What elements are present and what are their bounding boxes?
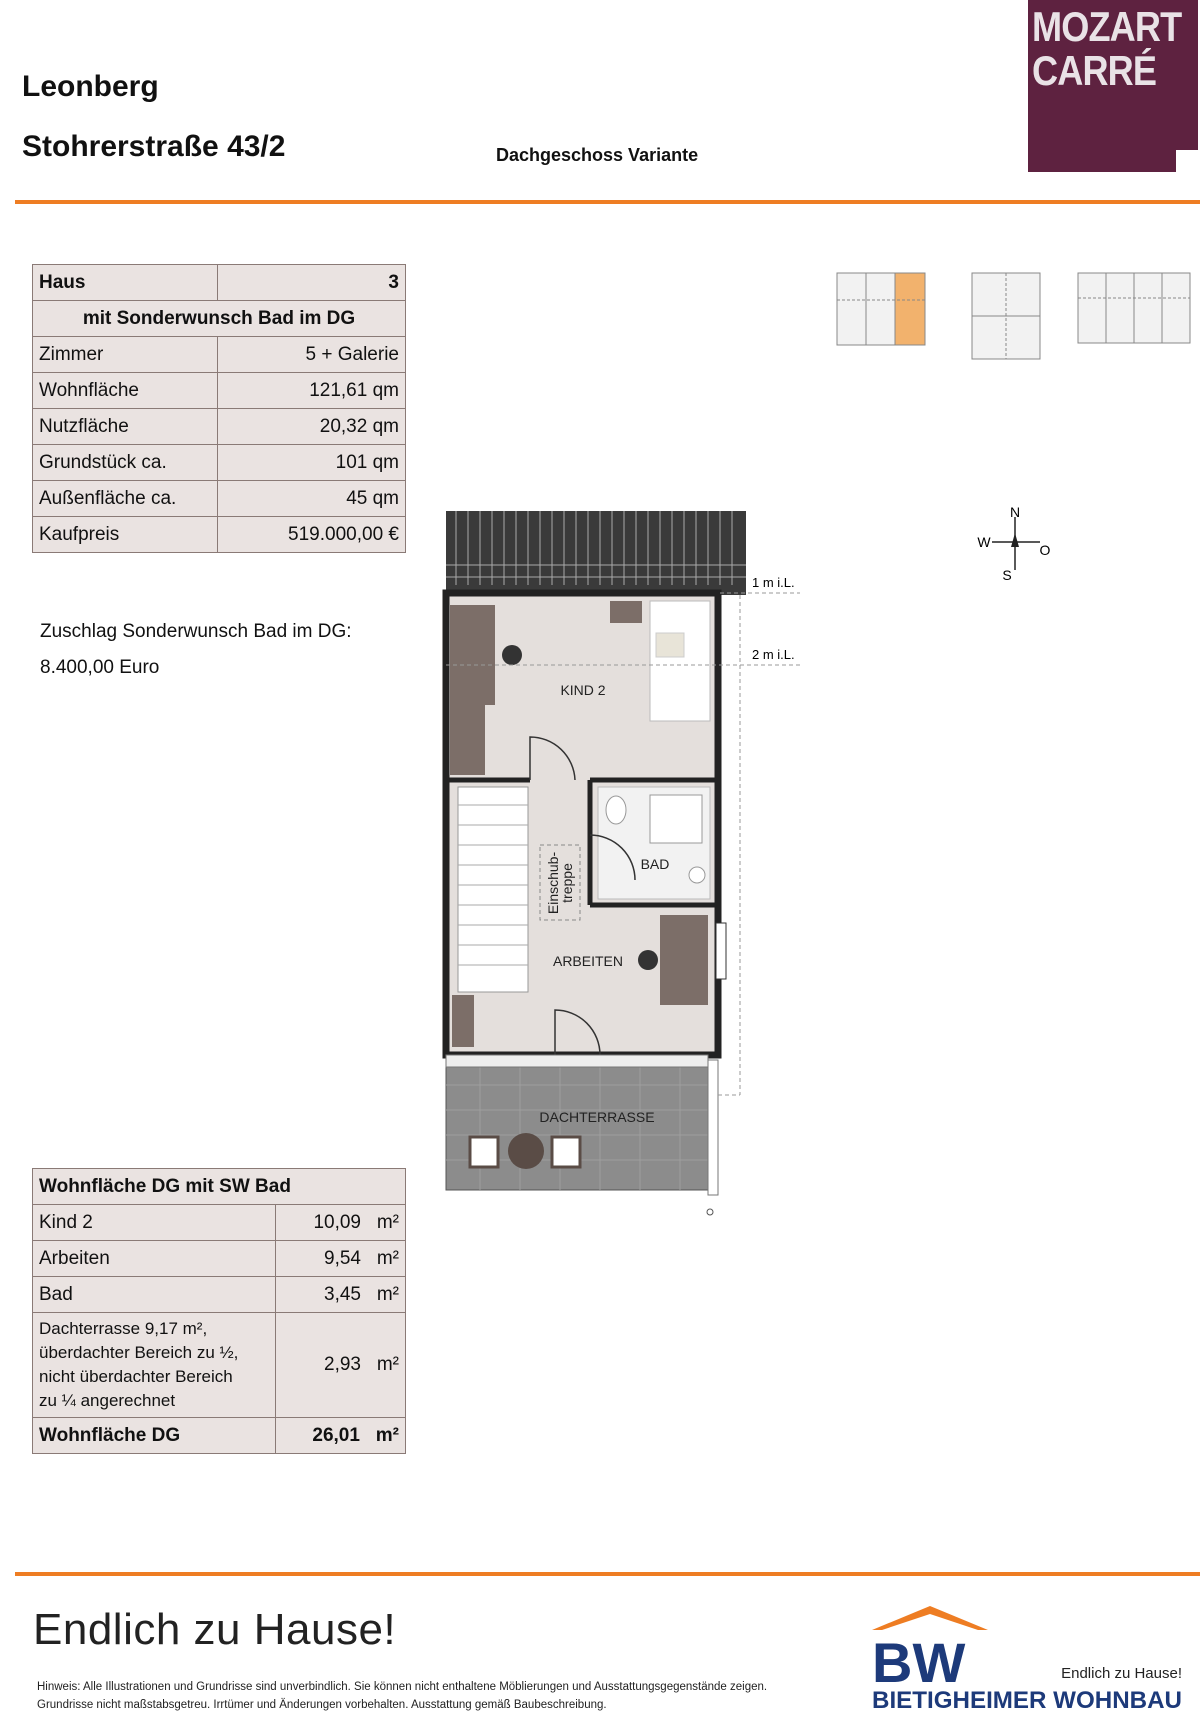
table-row <box>33 1313 406 1418</box>
disclaimer-line: Hinweis: Alle Illustrationen und Grundrisse sind unverbindlich. Sie können nicht enthaltene Möblierungen und Ausstattungsgegenstände zeigen. <box>37 1681 768 1693</box>
height-label-2m: 2 m i.L. <box>752 647 795 662</box>
area-table-header: Wohnfläche DG mit SW Bad <box>33 1169 406 1205</box>
room-label-arbeiten: ARBEITEN <box>552 953 624 969</box>
table-row <box>33 409 406 445</box>
bietigheimer-wohnbau-logo <box>870 1604 1190 1716</box>
height-label-1m: 1 m i.L. <box>752 575 795 590</box>
row-value: 101 qm <box>218 445 406 481</box>
unit: m² <box>376 1247 399 1269</box>
compass-w: W <box>977 534 991 550</box>
terrace-chair <box>552 1137 580 1167</box>
shower-tray <box>650 795 702 843</box>
logo-line-2: CARRÉ <box>1032 47 1157 94</box>
row-value: 20,32 qm <box>218 409 406 445</box>
row-label: Kaufpreis <box>33 517 218 553</box>
row-label: Arbeiten <box>33 1241 276 1277</box>
total-label: Wohnfläche DG <box>33 1418 276 1454</box>
disclaimer <box>37 1678 767 1714</box>
roof-terrace <box>446 1060 708 1190</box>
room-label-bad: BAD <box>640 856 670 872</box>
row-label: Wohnfläche <box>33 373 218 409</box>
row-value: 3,45 <box>324 1283 361 1305</box>
einschub-label-1: Einschub- <box>545 851 561 915</box>
row-value: 121,61 qm <box>218 373 406 409</box>
table-subtitle: mit Sonderwunsch Bad im DG <box>33 301 406 337</box>
footer-rule <box>15 1572 1200 1576</box>
table-row <box>33 1277 406 1313</box>
house-info-table <box>32 264 406 553</box>
area-table <box>32 1168 406 1454</box>
table-row <box>33 337 406 373</box>
compass-arrow-icon <box>1011 533 1019 547</box>
toilet-icon <box>606 796 626 824</box>
terrace-line: zu ¼ angerechnet <box>39 1391 176 1410</box>
terrace-railing <box>708 1060 718 1195</box>
nightstand <box>610 601 642 623</box>
row-label: Zimmer <box>33 337 218 373</box>
einschub-label-2: treppe <box>559 863 575 903</box>
washbasin-icon <box>689 867 705 883</box>
bw-name: BIETIGHEIMER WOHNBAU <box>872 1687 1182 1714</box>
header-rule <box>15 200 1200 204</box>
table-row <box>33 373 406 409</box>
pillow <box>656 633 684 657</box>
chair-icon <box>502 645 522 665</box>
terrace-table <box>508 1133 544 1169</box>
bw-tagline: Endlich zu Hause! <box>1061 1665 1182 1682</box>
table-row <box>33 1169 406 1205</box>
terrace-line: überdachter Bereich zu ½, <box>39 1343 239 1362</box>
row-value: 2,93 <box>324 1354 361 1375</box>
terrace-label <box>33 1313 276 1418</box>
haus-label: Haus <box>33 265 218 301</box>
cabinet-arbeiten <box>452 995 474 1047</box>
compass-n: N <box>1009 505 1021 520</box>
terrace-line: nicht überdachter Bereich <box>39 1367 233 1386</box>
table-row <box>33 481 406 517</box>
variant-label: Dachgeschoss Variante <box>496 145 699 165</box>
table-row <box>33 445 406 481</box>
floor-plan <box>440 505 820 1225</box>
total-value: 26,01 <box>312 1424 360 1446</box>
row-value: 45 qm <box>218 481 406 517</box>
table-row <box>33 265 406 301</box>
unit: m² <box>376 1211 399 1233</box>
surcharge-note <box>40 614 352 686</box>
row-label: Nutzfläche <box>33 409 218 445</box>
compass-s: S <box>1002 567 1012 583</box>
mozart-carre-logo <box>1028 0 1198 172</box>
terrace-chair <box>470 1137 498 1167</box>
terrace-line: Dachterrasse 9,17 m², <box>39 1319 208 1338</box>
street-title: Stohrerstraße 43/2 <box>22 130 286 163</box>
row-value: 10,09 <box>313 1211 361 1233</box>
table-row <box>33 517 406 553</box>
bed <box>650 601 710 721</box>
desk-kind2 <box>450 605 495 705</box>
room-label-dachterrasse: DACHTERRASSE <box>539 1109 655 1125</box>
table-row <box>33 1205 406 1241</box>
row-value: 9,54 <box>324 1247 361 1269</box>
unit: m² <box>376 1283 399 1305</box>
site-keyplan <box>835 270 1195 365</box>
surcharge-label: Zuschlag Sonderwunsch Bad im DG: <box>40 621 352 642</box>
table-row <box>33 301 406 337</box>
staircase <box>458 787 528 992</box>
room-label-kind2: KIND 2 <box>560 682 606 698</box>
roof-hatching <box>446 511 746 595</box>
desk-arbeiten <box>660 915 708 1005</box>
row-label: Grundstück ca. <box>33 445 218 481</box>
table-row <box>33 1241 406 1277</box>
haus-value: 3 <box>218 265 406 301</box>
logo-line-1: MOZART <box>1032 3 1182 50</box>
keyplan-row-houses <box>837 273 925 345</box>
roof-icon <box>872 1606 988 1630</box>
keyplan-highlight-house <box>895 273 925 345</box>
bw-letters: BW <box>872 1631 966 1694</box>
row-value: 519.000,00 € <box>218 517 406 553</box>
table-row <box>33 1418 406 1454</box>
terrace-door <box>446 1055 708 1067</box>
unit: m² <box>376 1354 399 1375</box>
keyplan-terrace-row <box>1078 273 1190 343</box>
chair-icon <box>638 950 658 970</box>
footer-slogan: Endlich zu Hause! <box>33 1605 397 1654</box>
row-label: Außenfläche ca. <box>33 481 218 517</box>
row-value: 5 + Galerie <box>218 337 406 373</box>
row-label: Kind 2 <box>33 1205 276 1241</box>
surcharge-amount: 8.400,00 Euro <box>40 657 160 678</box>
window <box>716 923 726 979</box>
disclaimer-line: Grundrisse nicht maßstabsgetreu. Irrtümer und Änderungen vorbehalten. Ausstattung gemäß Baubeschreibung. <box>37 1699 607 1711</box>
compass-o: O <box>1039 542 1050 558</box>
city-title: Leonberg <box>22 70 159 103</box>
keyplan-double-house <box>972 273 1040 359</box>
unit: m² <box>375 1424 399 1446</box>
row-label: Bad <box>33 1277 276 1313</box>
compass <box>970 505 1050 585</box>
shelf-kind2 <box>450 705 485 775</box>
